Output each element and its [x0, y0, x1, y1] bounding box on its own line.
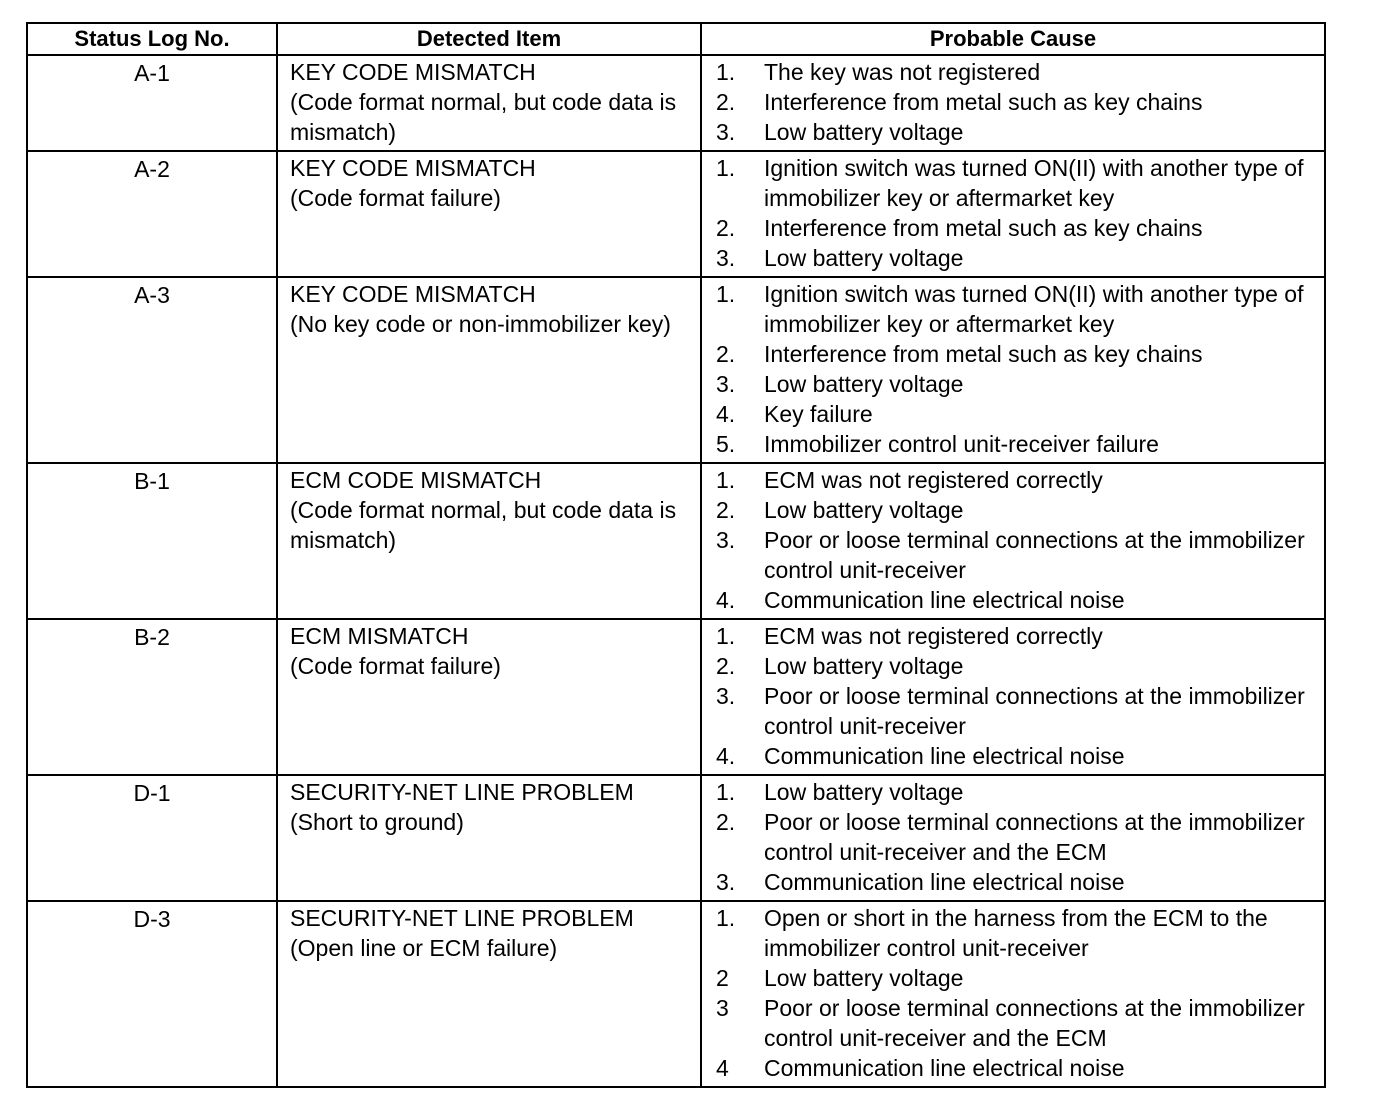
- cause-item: [702, 681, 1324, 741]
- status-log-table: [26, 22, 1326, 1088]
- cause-item: [702, 777, 1324, 807]
- detected-item-title: SECURITY-NET LINE PROBLEM: [290, 779, 634, 805]
- detected-item-detail: (No key code or non-immobilizer key): [290, 311, 671, 337]
- cause-text: Immobilizer control unit-receiver failure: [764, 431, 1159, 457]
- detected-item-cell: [277, 277, 701, 463]
- cause-text: Communication line electrical noise: [764, 743, 1125, 769]
- cause-number: 3.: [716, 119, 736, 145]
- cause-item: [702, 465, 1324, 495]
- cause-item: [702, 525, 1324, 585]
- cause-item: [702, 369, 1324, 399]
- probable-cause-list: [702, 153, 1324, 273]
- cause-text: Poor or loose terminal connections at the immobilizer control unit-receiver and the ECM: [764, 809, 1305, 865]
- cause-text: Low battery voltage: [764, 779, 964, 805]
- cause-item: [702, 213, 1324, 243]
- cause-item: [702, 903, 1324, 963]
- cause-item: [702, 867, 1324, 897]
- status-log-no-cell: D-1: [27, 775, 277, 901]
- detected-item-detail: (Code format normal, but code data is mismatch): [290, 497, 677, 553]
- cause-number: 4.: [716, 587, 736, 613]
- cause-item: [702, 621, 1324, 651]
- cause-item: [702, 993, 1324, 1053]
- cause-number: 5.: [716, 431, 736, 457]
- detected-item-cell: [277, 619, 701, 775]
- probable-cause-cell: [701, 901, 1325, 1087]
- probable-cause-cell: [701, 775, 1325, 901]
- cause-number: 1.: [716, 905, 736, 931]
- probable-cause-list: [702, 279, 1324, 459]
- detected-item-detail: (Open line or ECM failure): [290, 935, 558, 961]
- cause-item: [702, 741, 1324, 771]
- detected-item-cell: [277, 901, 701, 1087]
- cause-number: 4.: [716, 401, 736, 427]
- cause-number: 1.: [716, 779, 736, 805]
- probable-cause-list: [702, 57, 1324, 147]
- cause-text: Low battery voltage: [764, 965, 964, 991]
- cause-item: [702, 87, 1324, 117]
- table-row: [27, 463, 1325, 619]
- detected-item-detail: (Code format failure): [290, 185, 501, 211]
- cause-number: 1.: [716, 467, 736, 493]
- detected-item-cell: [277, 151, 701, 277]
- table-row: [27, 55, 1325, 151]
- table-row: [27, 901, 1325, 1087]
- detected-item-title: SECURITY-NET LINE PROBLEM: [290, 905, 634, 931]
- probable-cause-list: [702, 465, 1324, 615]
- status-log-no-cell: D-3: [27, 901, 277, 1087]
- cause-text: Ignition switch was turned ON(II) with another type of immobilizer key or aftermarket key: [764, 281, 1304, 337]
- cause-number: 3.: [716, 371, 736, 397]
- cause-number: 1.: [716, 281, 736, 307]
- status-log-no-cell: A-2: [27, 151, 277, 277]
- cause-item: [702, 585, 1324, 615]
- cause-item: [702, 495, 1324, 525]
- header-row: [27, 23, 1325, 55]
- cause-item: [702, 339, 1324, 369]
- cause-text: Key failure: [764, 401, 873, 427]
- detected-item-detail: (Short to ground): [290, 809, 464, 835]
- cause-text: Low battery voltage: [764, 119, 964, 145]
- cause-number: 1.: [716, 623, 736, 649]
- status-log-no-cell: B-1: [27, 463, 277, 619]
- cause-item: [702, 153, 1324, 213]
- cause-text: Poor or loose terminal connections at the immobilizer control unit-receiver and the ECM: [764, 995, 1305, 1051]
- cause-number: 2.: [716, 653, 736, 679]
- detected-item-title: ECM CODE MISMATCH: [290, 467, 542, 493]
- detected-item-detail: (Code format normal, but code data is mismatch): [290, 89, 677, 145]
- cause-text: Low battery voltage: [764, 245, 964, 271]
- cause-number: 4.: [716, 743, 736, 769]
- detected-item-cell: [277, 55, 701, 151]
- table-row: [27, 619, 1325, 775]
- cause-item: [702, 963, 1324, 993]
- cause-text: Low battery voltage: [764, 497, 964, 523]
- header-probable-cause: Probable Cause: [701, 23, 1325, 55]
- cause-item: [702, 651, 1324, 681]
- cause-item: [702, 399, 1324, 429]
- status-log-no-cell: B-2: [27, 619, 277, 775]
- probable-cause-list: [702, 621, 1324, 771]
- header-status-log-no: Status Log No.: [27, 23, 277, 55]
- cause-number: 3.: [716, 683, 736, 709]
- cause-text: Interference from metal such as key chains: [764, 215, 1203, 241]
- cause-number: 3: [716, 995, 729, 1021]
- table-row: [27, 775, 1325, 901]
- cause-text: Ignition switch was turned ON(II) with another type of immobilizer key or aftermarket key: [764, 155, 1304, 211]
- detected-item-title: ECM MISMATCH: [290, 623, 469, 649]
- cause-number: 2.: [716, 809, 736, 835]
- cause-number: 2: [716, 965, 729, 991]
- probable-cause-list: [702, 903, 1324, 1083]
- cause-text: Communication line electrical noise: [764, 1055, 1125, 1081]
- cause-text: Open or short in the harness from the ECM to the immobilizer control unit-receiver: [764, 905, 1268, 961]
- cause-text: Low battery voltage: [764, 653, 964, 679]
- detected-item-cell: [277, 775, 701, 901]
- cause-number: 3.: [716, 245, 736, 271]
- cause-item: [702, 279, 1324, 339]
- table-row: [27, 151, 1325, 277]
- cause-text: Interference from metal such as key chains: [764, 89, 1203, 115]
- cause-item: [702, 243, 1324, 273]
- probable-cause-cell: [701, 277, 1325, 463]
- probable-cause-cell: [701, 619, 1325, 775]
- probable-cause-cell: [701, 463, 1325, 619]
- table-body: [27, 55, 1325, 1087]
- cause-item: [702, 117, 1324, 147]
- cause-number: 2.: [716, 89, 736, 115]
- cause-text: Low battery voltage: [764, 371, 964, 397]
- cause-number: 2.: [716, 497, 736, 523]
- cause-text: ECM was not registered correctly: [764, 467, 1103, 493]
- cause-number: 3.: [716, 527, 736, 553]
- status-log-no-cell: A-1: [27, 55, 277, 151]
- detected-item-detail: (Code format failure): [290, 653, 501, 679]
- cause-number: 3.: [716, 869, 736, 895]
- cause-number: 4: [716, 1055, 729, 1081]
- cause-number: 2.: [716, 215, 736, 241]
- probable-cause-cell: [701, 55, 1325, 151]
- cause-item: [702, 57, 1324, 87]
- cause-text: Interference from metal such as key chains: [764, 341, 1203, 367]
- cause-number: 1.: [716, 155, 736, 181]
- cause-text: Poor or loose terminal connections at the immobilizer control unit-receiver: [764, 527, 1305, 583]
- detected-item-title: KEY CODE MISMATCH: [290, 59, 536, 85]
- detected-item-cell: [277, 463, 701, 619]
- cause-text: Communication line electrical noise: [764, 869, 1125, 895]
- cause-item: [702, 807, 1324, 867]
- cause-number: 1.: [716, 59, 736, 85]
- header-detected-item: Detected Item: [277, 23, 701, 55]
- cause-text: Communication line electrical noise: [764, 587, 1125, 613]
- table-row: [27, 277, 1325, 463]
- status-log-no-cell: A-3: [27, 277, 277, 463]
- cause-item: [702, 429, 1324, 459]
- cause-item: [702, 1053, 1324, 1083]
- probable-cause-list: [702, 777, 1324, 897]
- cause-text: Poor or loose terminal connections at the immobilizer control unit-receiver: [764, 683, 1305, 739]
- probable-cause-cell: [701, 151, 1325, 277]
- cause-number: 2.: [716, 341, 736, 367]
- detected-item-title: KEY CODE MISMATCH: [290, 155, 536, 181]
- detected-item-title: KEY CODE MISMATCH: [290, 281, 536, 307]
- cause-text: The key was not registered: [764, 59, 1041, 85]
- cause-text: ECM was not registered correctly: [764, 623, 1103, 649]
